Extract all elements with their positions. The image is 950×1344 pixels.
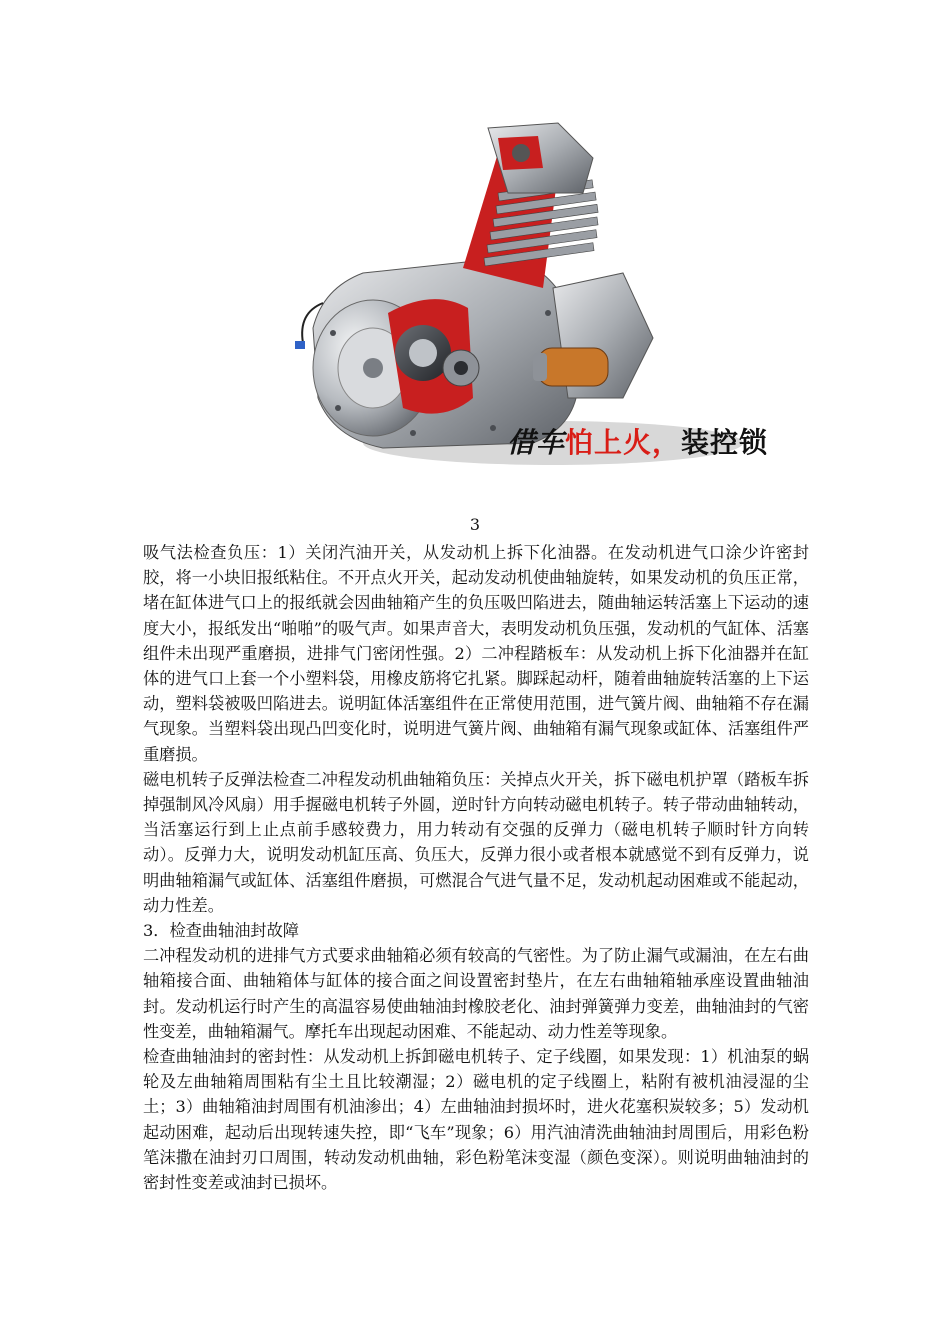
paragraph: 二冲程发动机的进排气方式要求曲轴箱必须有较高的气密性。为了防止漏气或漏油，在左右曲轴箱接合面、曲轴箱体与缸体的接合面之间设置密封垫片，在左右曲轴箱轴承座设置曲轴油封。发动机运行时产生的高温容易使曲轴油封橡胶老化、油封弹簧弹力变差，曲轴油封的气密性变差，曲轴箱漏气。摩托车出现起动困难、不能起动、动力性差等现象。	[143, 946, 809, 1041]
page-number: 3	[469, 515, 481, 534]
body-text	[143, 540, 809, 1195]
engine-figure	[293, 98, 798, 483]
figure-caption	[507, 421, 768, 461]
caption-part-1: 借车	[507, 426, 566, 459]
caption-part-2: 怕上火，	[565, 426, 682, 459]
paragraph: 磁电机转子反弹法检查二冲程发动机曲轴箱负压：关掉点火开关，拆下磁电机护罩（踏板车拆掉强制风冷风扇）用手握磁电机转子外圆，逆时针方向转动磁电机转子。转子带动曲轴转动，当活塞运行到上止点前手感较费力，用力转动有交强的反弹力（磁电机转子顺时针方向转动）。反弹力大，说明发动机缸压高、负压大，反弹力很小或者根本就感觉不到有反弹力，说明曲轴箱漏气或缸体、活塞组件磨损，可燃混合气进气量不足，发动机起动困难或不能起动，动力性差。	[143, 769, 809, 915]
caption-part-3: 装控锁	[681, 426, 769, 459]
section-heading: 3．检查曲轴油封故障	[143, 921, 299, 941]
paragraph: 检查曲轴油封的密封性：从发动机上拆卸磁电机转子、定子线圈，如果发现：1）机油泵的蜗轮及左曲轴箱周围粘有尘土且比较潮湿；2）磁电机的定子线圈上，粘附有被机油浸湿的尘土；3）曲轴箱油封周围有机油渗出；4）左曲轴油封损坏时，进火花塞积炭较多；5）发动机起动困难，起动后出现转速失控，即“飞车”现象；6）用汽油清洗曲轴油封周围后，用彩色粉笔沫撒在油封刃口周围，转动发动机曲轴，彩色粉笔沫变湿（颜色变深）。则说明曲轴油封的密封性变差或油封已损坏。	[143, 1047, 809, 1193]
paragraph: 吸气法检查负压：1）关闭汽油开关，从发动机上拆下化油器。在发动机进气口涂少许密封胶，将一小块旧报纸粘住。不开点火开关，起动发动机使曲轴旋转，如果发动机的负压正常，堵在缸体进气口上的报纸就会因曲轴箱产生的负压吸凹陷进去，随曲轴运转活塞上下运动的速度大小，报纸发出“啪啪”的吸气声。如果声音大，表明发动机负压强，发动机的气缸体、活塞组件未出现严重磨损，进排气门密闭性强。2）二冲程踏板车：从发动机上拆下化油器并在缸体的进气口上套一个小塑料袋，用橡皮筋将它扎紧。脚踩起动杆，随着曲轴旋转活塞的上下运动，塑料袋被吸凹陷进去。说明缸体活塞组件在正常使用范围，进气簧片阀、曲轴箱不存在漏气现象。当塑料袋出现凸凹变化时，说明进气簧片阀、曲轴箱有漏气现象或缸体、活塞组件严重磨损。	[143, 543, 809, 764]
